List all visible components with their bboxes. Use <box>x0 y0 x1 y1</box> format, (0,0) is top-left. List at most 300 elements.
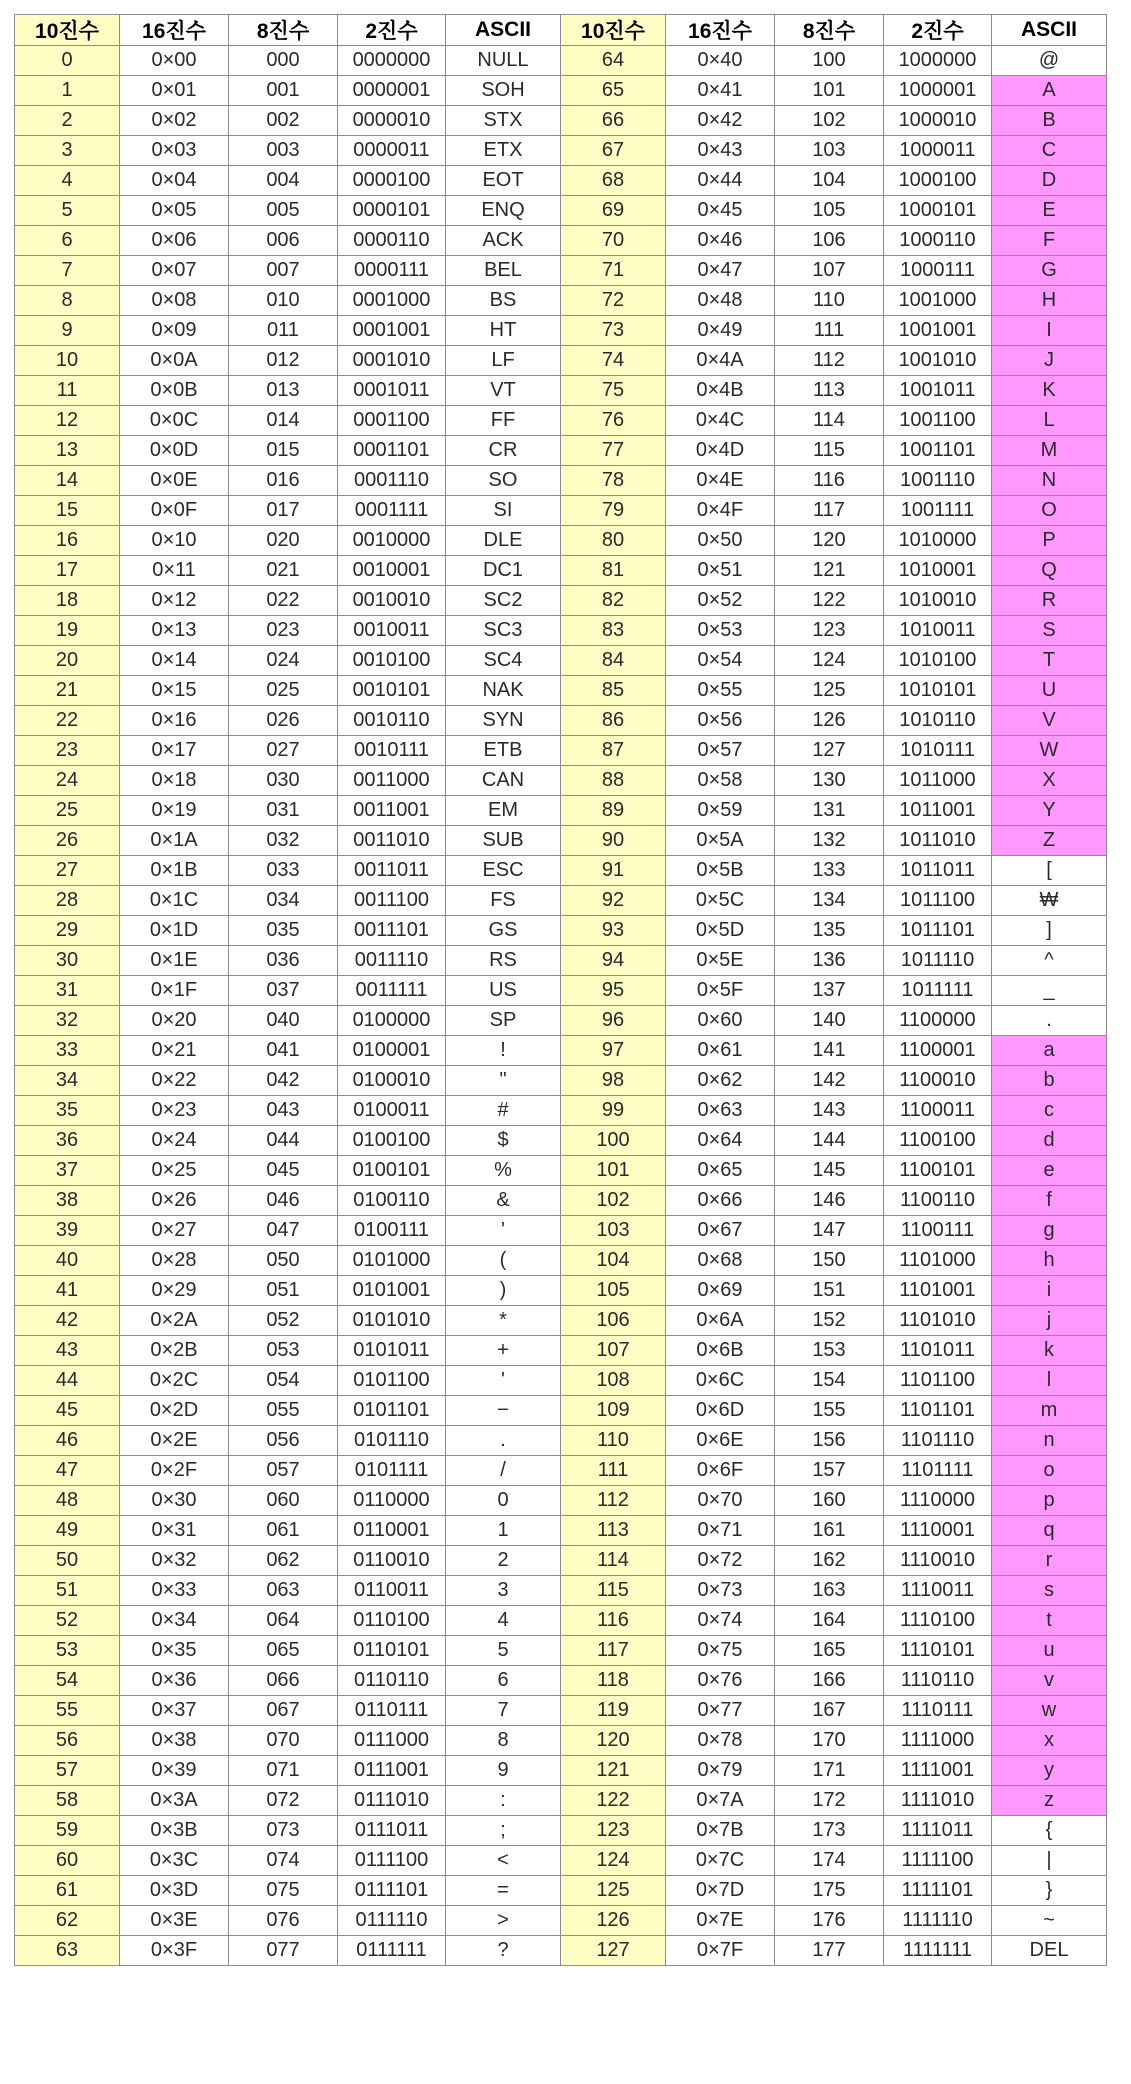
ascii-cell: SOH <box>446 76 561 106</box>
table-row <box>15 676 1107 706</box>
binary-cell: 0010110 <box>338 706 446 736</box>
ascii-cell: 3 <box>446 1576 561 1606</box>
ascii-cell: F <box>992 226 1107 256</box>
octal-cell: 115 <box>775 436 884 466</box>
binary-cell: 0010101 <box>338 676 446 706</box>
header-decimal: 10진수 <box>15 15 120 46</box>
hex-cell: 0×61 <box>666 1036 775 1066</box>
binary-cell: 1011001 <box>884 796 992 826</box>
table-row <box>15 256 1107 286</box>
hex-cell: 0×05 <box>120 196 229 226</box>
decimal-cell: 75 <box>561 376 666 406</box>
decimal-cell: 48 <box>15 1486 120 1516</box>
binary-cell: 0011110 <box>338 946 446 976</box>
decimal-cell: 14 <box>15 466 120 496</box>
ascii-cell: < <box>446 1846 561 1876</box>
decimal-cell: 25 <box>15 796 120 826</box>
octal-cell: 120 <box>775 526 884 556</box>
ascii-cell: ETX <box>446 136 561 166</box>
binary-cell: 1111100 <box>884 1846 992 1876</box>
octal-cell: 161 <box>775 1516 884 1546</box>
octal-cell: 077 <box>229 1936 338 1966</box>
decimal-cell: 24 <box>15 766 120 796</box>
ascii-cell: P <box>992 526 1107 556</box>
ascii-cell: g <box>992 1216 1107 1246</box>
ascii-cell: 8 <box>446 1726 561 1756</box>
octal-cell: 114 <box>775 406 884 436</box>
ascii-cell: # <box>446 1096 561 1126</box>
binary-cell: 0101001 <box>338 1276 446 1306</box>
ascii-cell: CAN <box>446 766 561 796</box>
hex-cell: 0×04 <box>120 166 229 196</box>
octal-cell: 134 <box>775 886 884 916</box>
hex-cell: 0×7B <box>666 1816 775 1846</box>
binary-cell: 0100010 <box>338 1066 446 1096</box>
octal-cell: 167 <box>775 1696 884 1726</box>
binary-cell: 1010101 <box>884 676 992 706</box>
decimal-cell: 95 <box>561 976 666 1006</box>
decimal-cell: 78 <box>561 466 666 496</box>
decimal-cell: 125 <box>561 1876 666 1906</box>
hex-cell: 0×66 <box>666 1186 775 1216</box>
octal-cell: 000 <box>229 46 338 76</box>
binary-cell: 0001111 <box>338 496 446 526</box>
table-row <box>15 196 1107 226</box>
table-row <box>15 1456 1107 1486</box>
header-binary: 2진수 <box>338 15 446 46</box>
ascii-cell: o <box>992 1456 1107 1486</box>
table-row <box>15 1216 1107 1246</box>
table-row <box>15 376 1107 406</box>
table-row <box>15 406 1107 436</box>
octal-cell: 143 <box>775 1096 884 1126</box>
decimal-cell: 1 <box>15 76 120 106</box>
decimal-cell: 32 <box>15 1006 120 1036</box>
hex-cell: 0×7A <box>666 1786 775 1816</box>
octal-cell: 032 <box>229 826 338 856</box>
hex-cell: 0×63 <box>666 1096 775 1126</box>
hex-cell: 0×3D <box>120 1876 229 1906</box>
ascii-cell: SI <box>446 496 561 526</box>
hex-cell: 0×42 <box>666 106 775 136</box>
hex-cell: 0×40 <box>666 46 775 76</box>
binary-cell: 1100010 <box>884 1066 992 1096</box>
binary-cell: 1110011 <box>884 1576 992 1606</box>
decimal-cell: 50 <box>15 1546 120 1576</box>
hex-cell: 0×0F <box>120 496 229 526</box>
octal-cell: 144 <box>775 1126 884 1156</box>
hex-cell: 0×77 <box>666 1696 775 1726</box>
table-row <box>15 1936 1107 1966</box>
table-row <box>15 976 1107 1006</box>
hex-cell: 0×5C <box>666 886 775 916</box>
octal-cell: 035 <box>229 916 338 946</box>
ascii-cell: n <box>992 1426 1107 1456</box>
table-row <box>15 796 1107 826</box>
hex-cell: 0×1A <box>120 826 229 856</box>
binary-cell: 1110111 <box>884 1696 992 1726</box>
octal-cell: 166 <box>775 1666 884 1696</box>
decimal-cell: 92 <box>561 886 666 916</box>
octal-cell: 153 <box>775 1336 884 1366</box>
table-row <box>15 1486 1107 1516</box>
octal-cell: 063 <box>229 1576 338 1606</box>
hex-cell: 0×14 <box>120 646 229 676</box>
binary-cell: 1001001 <box>884 316 992 346</box>
octal-cell: 045 <box>229 1156 338 1186</box>
octal-cell: 140 <box>775 1006 884 1036</box>
binary-cell: 1001011 <box>884 376 992 406</box>
binary-cell: 0110010 <box>338 1546 446 1576</box>
decimal-cell: 65 <box>561 76 666 106</box>
table-row <box>15 1066 1107 1096</box>
decimal-cell: 15 <box>15 496 120 526</box>
hex-cell: 0×12 <box>120 586 229 616</box>
table-row <box>15 466 1107 496</box>
ascii-cell: q <box>992 1516 1107 1546</box>
binary-cell: 0100000 <box>338 1006 446 1036</box>
ascii-cell: L <box>992 406 1107 436</box>
octal-cell: 020 <box>229 526 338 556</box>
octal-cell: 165 <box>775 1636 884 1666</box>
binary-cell: 1011100 <box>884 886 992 916</box>
table-row <box>15 1306 1107 1336</box>
ascii-cell: . <box>446 1426 561 1456</box>
hex-cell: 0×46 <box>666 226 775 256</box>
hex-cell: 0×26 <box>120 1186 229 1216</box>
decimal-cell: 17 <box>15 556 120 586</box>
decimal-cell: 71 <box>561 256 666 286</box>
header-decimal: 10진수 <box>561 15 666 46</box>
ascii-cell: . <box>992 1006 1107 1036</box>
ascii-cell: j <box>992 1306 1107 1336</box>
table-row <box>15 556 1107 586</box>
hex-cell: 0×7F <box>666 1936 775 1966</box>
decimal-cell: 107 <box>561 1336 666 1366</box>
decimal-cell: 109 <box>561 1396 666 1426</box>
binary-cell: 0111001 <box>338 1756 446 1786</box>
decimal-cell: 27 <box>15 856 120 886</box>
ascii-cell: EOT <box>446 166 561 196</box>
ascii-cell: G <box>992 256 1107 286</box>
decimal-cell: 103 <box>561 1216 666 1246</box>
hex-cell: 0×5F <box>666 976 775 1006</box>
ascii-cell: I <box>992 316 1107 346</box>
decimal-cell: 84 <box>561 646 666 676</box>
binary-cell: 1001100 <box>884 406 992 436</box>
hex-cell: 0×25 <box>120 1156 229 1186</box>
ascii-cell: SC4 <box>446 646 561 676</box>
decimal-cell: 9 <box>15 316 120 346</box>
hex-cell: 0×22 <box>120 1066 229 1096</box>
ascii-cell: s <box>992 1576 1107 1606</box>
ascii-cell: ACK <box>446 226 561 256</box>
decimal-cell: 0 <box>15 46 120 76</box>
ascii-cell: / <box>446 1456 561 1486</box>
ascii-cell: ! <box>446 1036 561 1066</box>
ascii-cell: ETB <box>446 736 561 766</box>
hex-cell: 0×36 <box>120 1666 229 1696</box>
table-row <box>15 136 1107 166</box>
decimal-cell: 119 <box>561 1696 666 1726</box>
binary-cell: 0011001 <box>338 796 446 826</box>
binary-cell: 1011010 <box>884 826 992 856</box>
decimal-cell: 46 <box>15 1426 120 1456</box>
ascii-cell: SYN <box>446 706 561 736</box>
hex-cell: 0×7E <box>666 1906 775 1936</box>
ascii-cell: BS <box>446 286 561 316</box>
decimal-cell: 91 <box>561 856 666 886</box>
hex-cell: 0×44 <box>666 166 775 196</box>
decimal-cell: 39 <box>15 1216 120 1246</box>
octal-cell: 154 <box>775 1366 884 1396</box>
hex-cell: 0×1E <box>120 946 229 976</box>
binary-cell: 0101100 <box>338 1366 446 1396</box>
ascii-cell: k <box>992 1336 1107 1366</box>
hex-cell: 0×34 <box>120 1606 229 1636</box>
octal-cell: 150 <box>775 1246 884 1276</box>
decimal-cell: 7 <box>15 256 120 286</box>
decimal-cell: 69 <box>561 196 666 226</box>
ascii-cell: CR <box>446 436 561 466</box>
hex-cell: 0×1B <box>120 856 229 886</box>
octal-cell: 125 <box>775 676 884 706</box>
octal-cell: 073 <box>229 1816 338 1846</box>
octal-cell: 160 <box>775 1486 884 1516</box>
binary-cell: 0011000 <box>338 766 446 796</box>
binary-cell: 1000101 <box>884 196 992 226</box>
hex-cell: 0×7D <box>666 1876 775 1906</box>
hex-cell: 0×1F <box>120 976 229 1006</box>
binary-cell: 1110000 <box>884 1486 992 1516</box>
decimal-cell: 90 <box>561 826 666 856</box>
octal-cell: 177 <box>775 1936 884 1966</box>
octal-cell: 117 <box>775 496 884 526</box>
table-header <box>15 15 1107 46</box>
table-row <box>15 826 1107 856</box>
octal-cell: 050 <box>229 1246 338 1276</box>
decimal-cell: 34 <box>15 1066 120 1096</box>
binary-cell: 1000111 <box>884 256 992 286</box>
decimal-cell: 123 <box>561 1816 666 1846</box>
octal-cell: 127 <box>775 736 884 766</box>
binary-cell: 0110111 <box>338 1696 446 1726</box>
octal-cell: 126 <box>775 706 884 736</box>
octal-cell: 100 <box>775 46 884 76</box>
octal-cell: 037 <box>229 976 338 1006</box>
table-row <box>15 1276 1107 1306</box>
decimal-cell: 49 <box>15 1516 120 1546</box>
decimal-cell: 40 <box>15 1246 120 1276</box>
ascii-cell: N <box>992 466 1107 496</box>
decimal-cell: 97 <box>561 1036 666 1066</box>
hex-cell: 0×6B <box>666 1336 775 1366</box>
octal-cell: 142 <box>775 1066 884 1096</box>
decimal-cell: 53 <box>15 1636 120 1666</box>
ascii-cell: ' <box>446 1366 561 1396</box>
hex-cell: 0×74 <box>666 1606 775 1636</box>
octal-cell: 001 <box>229 76 338 106</box>
ascii-cell: H <box>992 286 1107 316</box>
table-row <box>15 736 1107 766</box>
binary-cell: 1101011 <box>884 1336 992 1366</box>
hex-cell: 0×4E <box>666 466 775 496</box>
binary-cell: 1001010 <box>884 346 992 376</box>
octal-cell: 152 <box>775 1306 884 1336</box>
decimal-cell: 70 <box>561 226 666 256</box>
binary-cell: 0100100 <box>338 1126 446 1156</box>
ascii-cell: l <box>992 1366 1107 1396</box>
hex-cell: 0×3F <box>120 1936 229 1966</box>
table-row <box>15 1786 1107 1816</box>
binary-cell: 1101100 <box>884 1366 992 1396</box>
octal-cell: 174 <box>775 1846 884 1876</box>
octal-cell: 056 <box>229 1426 338 1456</box>
hex-cell: 0×0D <box>120 436 229 466</box>
decimal-cell: 60 <box>15 1846 120 1876</box>
decimal-cell: 85 <box>561 676 666 706</box>
octal-cell: 113 <box>775 376 884 406</box>
decimal-cell: 35 <box>15 1096 120 1126</box>
octal-cell: 003 <box>229 136 338 166</box>
binary-cell: 1010011 <box>884 616 992 646</box>
decimal-cell: 117 <box>561 1636 666 1666</box>
ascii-cell: ENQ <box>446 196 561 226</box>
octal-cell: 051 <box>229 1276 338 1306</box>
octal-cell: 157 <box>775 1456 884 1486</box>
octal-cell: 040 <box>229 1006 338 1036</box>
decimal-cell: 61 <box>15 1876 120 1906</box>
table-body <box>15 46 1107 1966</box>
hex-cell: 0×4C <box>666 406 775 436</box>
ascii-cell: SUB <box>446 826 561 856</box>
octal-cell: 015 <box>229 436 338 466</box>
ascii-cell: ESC <box>446 856 561 886</box>
binary-cell: 0100110 <box>338 1186 446 1216</box>
hex-cell: 0×5E <box>666 946 775 976</box>
decimal-cell: 57 <box>15 1756 120 1786</box>
decimal-cell: 99 <box>561 1096 666 1126</box>
ascii-cell: ; <box>446 1816 561 1846</box>
ascii-cell: $ <box>446 1126 561 1156</box>
ascii-cell: ] <box>992 916 1107 946</box>
header-row <box>15 15 1107 46</box>
binary-cell: 0111111 <box>338 1936 446 1966</box>
table-row <box>15 1846 1107 1876</box>
header-binary: 2진수 <box>884 15 992 46</box>
decimal-cell: 77 <box>561 436 666 466</box>
octal-cell: 055 <box>229 1396 338 1426</box>
octal-cell: 005 <box>229 196 338 226</box>
ascii-cell: DLE <box>446 526 561 556</box>
decimal-cell: 29 <box>15 916 120 946</box>
hex-cell: 0×70 <box>666 1486 775 1516</box>
hex-cell: 0×00 <box>120 46 229 76</box>
decimal-cell: 94 <box>561 946 666 976</box>
decimal-cell: 19 <box>15 616 120 646</box>
table-row <box>15 1726 1107 1756</box>
binary-cell: 1000011 <box>884 136 992 166</box>
ascii-cell: 6 <box>446 1666 561 1696</box>
binary-cell: 1111101 <box>884 1876 992 1906</box>
binary-cell: 1111001 <box>884 1756 992 1786</box>
binary-cell: 1100100 <box>884 1126 992 1156</box>
hex-cell: 0×78 <box>666 1726 775 1756</box>
hex-cell: 0×65 <box>666 1156 775 1186</box>
hex-cell: 0×4B <box>666 376 775 406</box>
hex-cell: 0×5D <box>666 916 775 946</box>
binary-cell: 0101011 <box>338 1336 446 1366</box>
hex-cell: 0×21 <box>120 1036 229 1066</box>
ascii-cell: > <box>446 1906 561 1936</box>
ascii-cell: T <box>992 646 1107 676</box>
octal-cell: 141 <box>775 1036 884 1066</box>
hex-cell: 0×19 <box>120 796 229 826</box>
octal-cell: 146 <box>775 1186 884 1216</box>
hex-cell: 0×30 <box>120 1486 229 1516</box>
table-row <box>15 1516 1107 1546</box>
octal-cell: 025 <box>229 676 338 706</box>
ascii-cell: 4 <box>446 1606 561 1636</box>
binary-cell: 1100111 <box>884 1216 992 1246</box>
ascii-cell: z <box>992 1786 1107 1816</box>
header-octal: 8진수 <box>775 15 884 46</box>
ascii-cell: + <box>446 1336 561 1366</box>
decimal-cell: 88 <box>561 766 666 796</box>
decimal-cell: 37 <box>15 1156 120 1186</box>
binary-cell: 1000100 <box>884 166 992 196</box>
hex-cell: 0×27 <box>120 1216 229 1246</box>
octal-cell: 121 <box>775 556 884 586</box>
decimal-cell: 81 <box>561 556 666 586</box>
binary-cell: 0111110 <box>338 1906 446 1936</box>
binary-cell: 1101000 <box>884 1246 992 1276</box>
binary-cell: 1010001 <box>884 556 992 586</box>
ascii-cell: K <box>992 376 1107 406</box>
binary-cell: 0110101 <box>338 1636 446 1666</box>
octal-cell: 111 <box>775 316 884 346</box>
decimal-cell: 56 <box>15 1726 120 1756</box>
hex-cell: 0×64 <box>666 1126 775 1156</box>
octal-cell: 176 <box>775 1906 884 1936</box>
decimal-cell: 86 <box>561 706 666 736</box>
binary-cell: 1000001 <box>884 76 992 106</box>
octal-cell: 103 <box>775 136 884 166</box>
binary-cell: 0010100 <box>338 646 446 676</box>
decimal-cell: 120 <box>561 1726 666 1756</box>
decimal-cell: 10 <box>15 346 120 376</box>
octal-cell: 173 <box>775 1816 884 1846</box>
hex-cell: 0×31 <box>120 1516 229 1546</box>
ascii-cell: LF <box>446 346 561 376</box>
ascii-cell: c <box>992 1096 1107 1126</box>
binary-cell: 0110100 <box>338 1606 446 1636</box>
decimal-cell: 16 <box>15 526 120 556</box>
binary-cell: 0110000 <box>338 1486 446 1516</box>
decimal-cell: 54 <box>15 1666 120 1696</box>
binary-cell: 1011000 <box>884 766 992 796</box>
binary-cell: 1101111 <box>884 1456 992 1486</box>
ascii-cell: R <box>992 586 1107 616</box>
decimal-cell: 110 <box>561 1426 666 1456</box>
decimal-cell: 89 <box>561 796 666 826</box>
binary-cell: 1001101 <box>884 436 992 466</box>
table-row <box>15 766 1107 796</box>
binary-cell: 0000000 <box>338 46 446 76</box>
hex-cell: 0×59 <box>666 796 775 826</box>
hex-cell: 0×45 <box>666 196 775 226</box>
ascii-cell: e <box>992 1156 1107 1186</box>
